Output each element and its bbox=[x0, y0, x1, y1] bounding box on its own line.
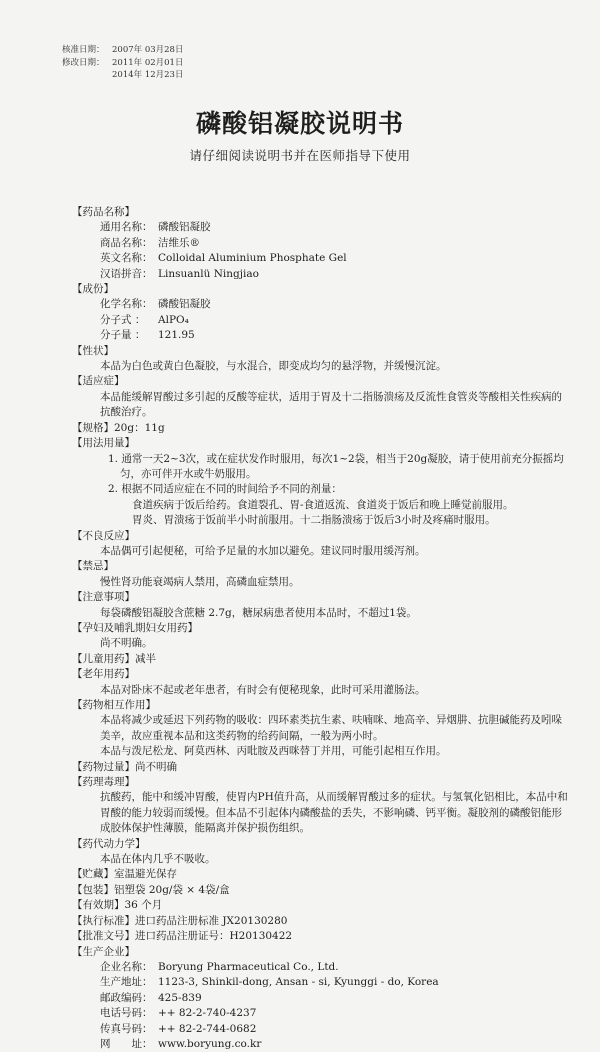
section-text: 进口药品注册标准 JX20130280 bbox=[135, 915, 287, 927]
section-text: 本品能缓解胃酸过多引起的反酸等症状，适用于胃及十二指肠溃疡及反流性食管炎等酸相关性疾病的抗酸治疗。 bbox=[80, 390, 570, 421]
section-text: 慢性肾功能衰竭病人禁用，高磷血症禁用。 bbox=[80, 575, 570, 590]
section-heading: 【老年用药】 bbox=[72, 667, 570, 682]
leaflet-content bbox=[80, 205, 570, 1052]
section-heading: 【儿童用药】 bbox=[72, 653, 135, 665]
kv-row bbox=[100, 328, 570, 343]
kv-value: 磷酸铝凝胶 bbox=[158, 220, 211, 235]
section-heading: 【包装】 bbox=[72, 884, 114, 896]
kv-row bbox=[100, 960, 570, 975]
kv-value: 磷酸铝凝胶 bbox=[158, 297, 211, 312]
kv-row bbox=[100, 991, 570, 1006]
section-pharmacokinetics bbox=[80, 837, 570, 868]
section-heading: 【注意事项】 bbox=[72, 590, 570, 605]
section-manufacturer bbox=[80, 945, 570, 1052]
section-package bbox=[72, 883, 570, 898]
section-dosage bbox=[80, 436, 570, 528]
kv-key: 企业名称： bbox=[100, 960, 158, 975]
section-overdose bbox=[72, 760, 570, 775]
section-heading: 【药理毒理】 bbox=[72, 775, 570, 790]
section-interactions bbox=[80, 698, 570, 760]
dosage-item-2b: 胃炎、胃溃疡于饭前半小时前服用。十二指肠溃疡于饭后3小时及疼痛时服用。 bbox=[100, 513, 570, 528]
kv-key: 生产地址： bbox=[100, 975, 158, 990]
section-text: 尚不明确。 bbox=[80, 636, 570, 651]
kv-key: 英文名称： bbox=[100, 251, 158, 266]
section-character bbox=[80, 344, 570, 375]
kv-row bbox=[100, 975, 570, 990]
kv-row bbox=[100, 1006, 570, 1021]
kv-key: 电话号码： bbox=[100, 1006, 158, 1021]
kv-value: 121.95 bbox=[158, 328, 195, 343]
section-text: 本品将减少或延迟下列药物的吸收：四环素类抗生素、呋喃咪、地高辛、异烟肼、抗胆碱能药及吲哚美辛，故应重视本品和这类药物的给药间隔，一般为两小时。 bbox=[80, 713, 570, 744]
section-text: 尚不明确 bbox=[135, 761, 177, 773]
dosage-item-2a: 食道疾病于饭后给药。食道裂孔、胃-食道返流、食道炎于饭后和晚上睡觉前服用。 bbox=[100, 498, 570, 513]
document-subtitle: 请仔细阅读说明书并在医师指导下使用 bbox=[0, 146, 600, 164]
section-text: 36 个月 bbox=[125, 899, 163, 911]
section-adverse bbox=[80, 529, 570, 560]
section-text: 本品与泼尼松龙、阿莫西林、丙吡胺及西咪替丁并用，可能引起相互作用。 bbox=[80, 744, 570, 759]
kv-value: Boryung Pharmaceutical Co., Ltd. bbox=[158, 960, 339, 975]
approval-date: 2007年 03月28日 bbox=[112, 44, 183, 57]
section-heading: 【批准文号】 bbox=[72, 930, 135, 942]
section-text: 本品偶可引起便秘，可给予足量的水加以避免。建议同时服用缓泻剂。 bbox=[80, 544, 570, 559]
revision-date-1: 2011年 02月01日 bbox=[112, 57, 183, 70]
kv-row bbox=[100, 220, 570, 235]
section-approval-number bbox=[72, 929, 570, 944]
kv-row bbox=[100, 236, 570, 251]
kv-key: 网 址： bbox=[100, 1037, 158, 1052]
kv-value: 洁维乐® bbox=[158, 236, 200, 251]
kv-value: www.boryung.co.kr bbox=[158, 1037, 261, 1052]
section-heading: 【贮藏】 bbox=[72, 868, 114, 880]
section-heading: 【禁忌】 bbox=[72, 559, 570, 574]
section-children bbox=[72, 652, 570, 667]
kv-value: ++ 82-2-740-4237 bbox=[158, 1006, 256, 1021]
kv-value: ++ 82-2-744-0682 bbox=[158, 1022, 256, 1037]
section-precautions bbox=[80, 590, 570, 621]
section-heading: 【药物相互作用】 bbox=[72, 698, 570, 713]
section-text: 铝塑袋 20g/袋 × 4袋/盒 bbox=[114, 884, 230, 896]
section-heading: 【药代动力学】 bbox=[72, 837, 570, 852]
approval-date-label: 核准日期： bbox=[62, 44, 112, 57]
kv-value: Linsuanlü Ningjiao bbox=[158, 267, 259, 282]
section-heading: 【药物过量】 bbox=[72, 761, 135, 773]
section-heading: 【用法用量】 bbox=[72, 436, 570, 451]
section-text: 本品为白色或黄白色凝胶，与水混合，即变成均匀的悬浮物，并缓慢沉淀。 bbox=[80, 359, 570, 374]
kv-row bbox=[100, 313, 570, 328]
section-text: 每袋磷酸铝凝胶含蔗糖 2.7g，糖尿病患者使用本品时，不超过1袋。 bbox=[80, 606, 570, 621]
kv-key: 商品名称： bbox=[100, 236, 158, 251]
kv-row bbox=[100, 1022, 570, 1037]
section-heading: 【适应症】 bbox=[72, 374, 570, 389]
kv-key: 分子量 ： bbox=[100, 328, 158, 343]
kv-row bbox=[100, 251, 570, 266]
kv-row bbox=[100, 297, 570, 312]
section-contraindications bbox=[80, 559, 570, 590]
section-heading: 【孕妇及哺乳期妇女用药】 bbox=[72, 621, 570, 636]
section-text: 20g：11g bbox=[114, 422, 165, 434]
section-elderly bbox=[80, 667, 570, 698]
section-heading: 【执行标准】 bbox=[72, 915, 135, 927]
kv-key: 汉语拼音： bbox=[100, 267, 158, 282]
section-validity bbox=[72, 898, 570, 913]
section-text: 本品在体内几乎不吸收。 bbox=[80, 852, 570, 867]
revision-date-row bbox=[62, 57, 183, 70]
section-spec bbox=[72, 421, 570, 436]
section-heading: 【生产企业】 bbox=[72, 945, 570, 960]
date-block bbox=[62, 44, 183, 82]
kv-row bbox=[100, 1037, 570, 1052]
section-text: 本品对卧床不起或老年患者，有时会有便秘现象，此时可采用灌肠法。 bbox=[80, 683, 570, 698]
section-heading: 【成份】 bbox=[72, 282, 570, 297]
kv-value: Colloidal Aluminium Phosphate Gel bbox=[158, 251, 347, 266]
revision-date-row-2 bbox=[62, 69, 183, 82]
kv-key: 邮政编码： bbox=[100, 991, 158, 1006]
kv-key: 分子式 ： bbox=[100, 313, 158, 328]
section-text: 减半 bbox=[135, 653, 156, 665]
section-heading: 【有效期】 bbox=[72, 899, 125, 911]
approval-date-row bbox=[62, 44, 183, 57]
kv-value: 425-839 bbox=[158, 991, 202, 1006]
section-text: 室温避光保存 bbox=[114, 868, 177, 880]
section-heading: 【性状】 bbox=[72, 344, 570, 359]
dosage-item-2: 2. 根据不同适应症在不同的时间给予不同的剂量： bbox=[100, 482, 570, 497]
kv-value: 1123-3, Shinkil-dong, Ansan - si, Kyunggi - do, Korea bbox=[158, 975, 439, 990]
section-drug-name bbox=[80, 205, 570, 282]
revision-date-label: 修改日期： bbox=[62, 57, 112, 70]
section-pregnancy bbox=[80, 621, 570, 652]
section-pharmacology bbox=[80, 775, 570, 837]
kv-key: 通用名称： bbox=[100, 220, 158, 235]
document-title: 磷酸铝凝胶说明书 bbox=[0, 104, 600, 140]
kv-value: AlPO₄ bbox=[158, 313, 189, 328]
kv-row bbox=[100, 267, 570, 282]
kv-key: 传真号码： bbox=[100, 1022, 158, 1037]
revision-date-2: 2014年 12月23日 bbox=[112, 69, 183, 82]
section-heading: 【不良反应】 bbox=[72, 529, 570, 544]
dosage-item-1: 1. 通常一天2~3次，或在症状发作时服用，每次1~2袋，相当于20g凝胶，请于使用前充分振摇均匀，亦可伴开水或牛奶服用。 bbox=[100, 452, 570, 483]
section-indications bbox=[80, 374, 570, 420]
section-text: 抗酸药，能中和缓冲胃酸，使胃内PH值升高，从而缓解胃酸过多的症状。与氢氧化铝相比，本品中和胃酸的能力较弱而缓慢。但本品不引起体内磷酸盐的丢失，不影响磷、钙平衡。凝胶剂的磷酸铝能形成胶体保护性薄膜，能隔离并保护损伤组织。 bbox=[80, 790, 570, 836]
section-standard bbox=[72, 914, 570, 929]
kv-key: 化学名称： bbox=[100, 297, 158, 312]
section-storage bbox=[72, 867, 570, 882]
section-heading: 【规格】 bbox=[72, 422, 114, 434]
section-composition bbox=[80, 282, 570, 344]
section-heading: 【药品名称】 bbox=[72, 205, 570, 220]
section-text: 进口药品注册证号：H20130422 bbox=[135, 930, 292, 942]
